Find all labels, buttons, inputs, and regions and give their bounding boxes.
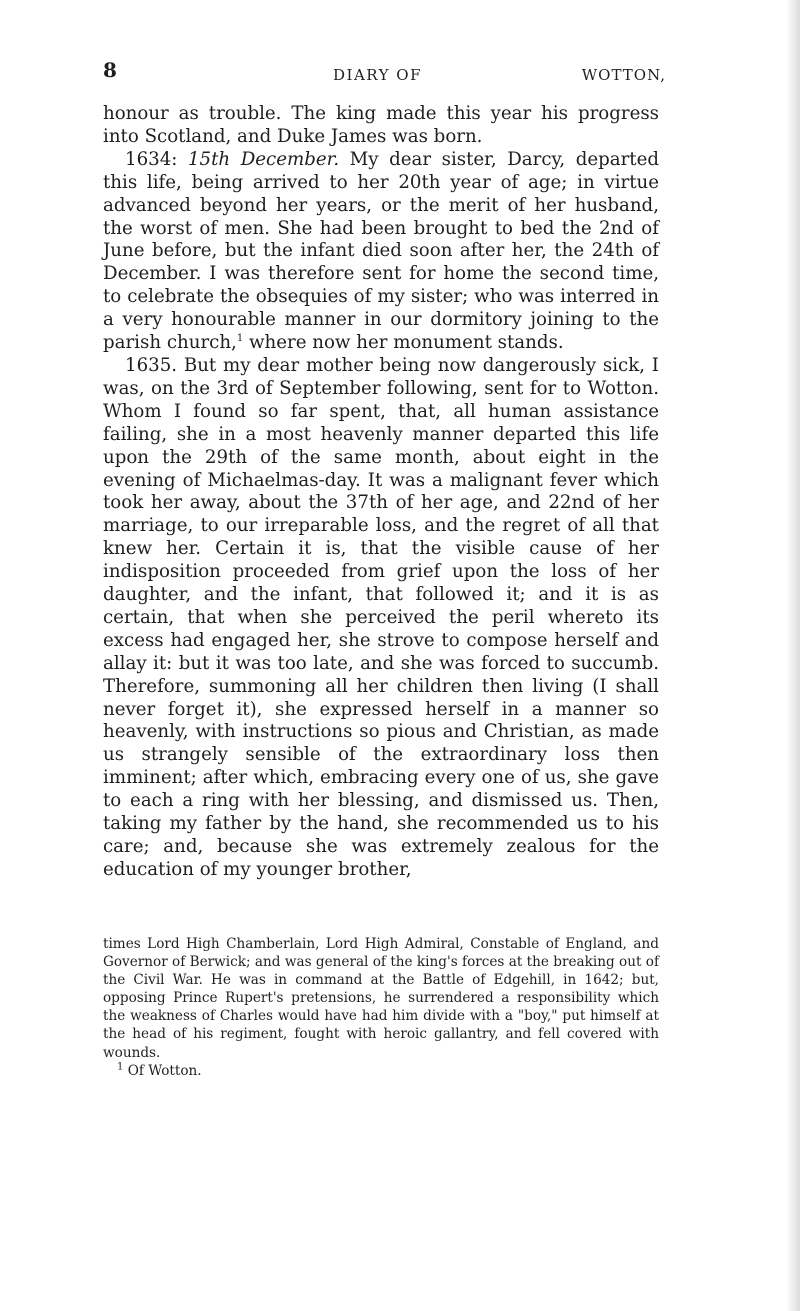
footnote-1: [103, 1062, 659, 1080]
footnote-reference: 1: [236, 333, 244, 344]
footnote-text: Of Wotton.: [123, 1062, 202, 1079]
paragraph-continued: honour as trouble. The king made this year his progress into Scotland, and Duke James was born.: [103, 103, 659, 147]
footnote-marker: 1: [117, 1061, 124, 1073]
paragraph-1634: 1634: 15th December. My dear sister, Darcy, departed this life, being arrived to her 20th year of age; in virtue advanced beyond her years, or the merit of her husband, the worst of men. She had been brought to bed the 2nd of June before, but the infant died soon after her, the 24th of December. I was therefore sent for home the second time, to celebrate the obsequies of my sister; who was interred in a very honourable manner in our dormitory joining to the parish church,$^1$ where now her monument stands.: [103, 148, 659, 354]
footnotes: [103, 935, 659, 1080]
running-header: [103, 58, 666, 92]
entry-date: 15th December.: [187, 148, 340, 170]
paragraph-1635: 1635. But my dear mother being now dangerously sick, I was, on the 3rd of September following, sent for to Wotton. Whom I found so far spent, that, all human assistance failing, she in a most heavenly manner departed this life upon the 29th of the same month, about eight in the evening of Michaelmas-day. It was a malignant fever which took her away, about the 37th of her age, and 22nd of her marriage, to our irreparable loss, and the regret of all that knew her. Certain it is, that the visible cause of her indisposition proceeded from grief upon the loss of her daughter, and the infant, that followed it; and it is as certain, that when she perceived the peril whereto its excess had engaged her, she strove to compose herself and allay it: but it was too late, and she was forced to succumb. Therefore, summoning all her children then living (I shall never forget it), she expressed herself in a manner so heavenly, with instructions so pious and Christian, as made us strangely sensible of the extraordinary loss then imminent; after which, embracing every one of us, she gave to each a ring with her blessing, and dismissed us. Then, taking my father by the hand, she recommended us to his care; and, because she was extremely zealous for the education of my younger brother,: [103, 354, 659, 880]
main-text: [103, 103, 659, 882]
running-place: WOTTON,: [581, 66, 666, 84]
footnote-continued: times Lord High Chamberlain, Lord High Admiral, Constable of England, and Governor of Berwick; and was general of the king's forces at the breaking out of the Civil War. He was in command at the Battle of Edgehill, in 1642; but, opposing Prince Rupert's pretensions, he surrendered a responsibility which the weakness of Charles would have had him divide with a "boy," put himself at the head of his regiment, fought with heroic gallantry, and fell covered with wounds.: [103, 936, 659, 1061]
page-edge-shadow: [786, 0, 800, 1311]
entry-year: 1634: [125, 148, 172, 170]
page-number: 8: [103, 58, 117, 82]
running-title: DIARY OF: [333, 66, 422, 84]
paragraph-text: My dear sister, Darcy, departed this life, being arrived to her 20th year of age; in virtue advanced beyond her years, or the merit of her husband, the worst of men. She had been brought to bed the 2nd of June before, but the infant died soon after her, the 24th of December. I was therefore sent for home the second time, to celebrate the obsequies of my sister; who was interred in a very honourable manner in our dormitory joining to the parish church,: [103, 148, 659, 354]
paragraph-text: where now her monument stands.: [243, 332, 564, 354]
